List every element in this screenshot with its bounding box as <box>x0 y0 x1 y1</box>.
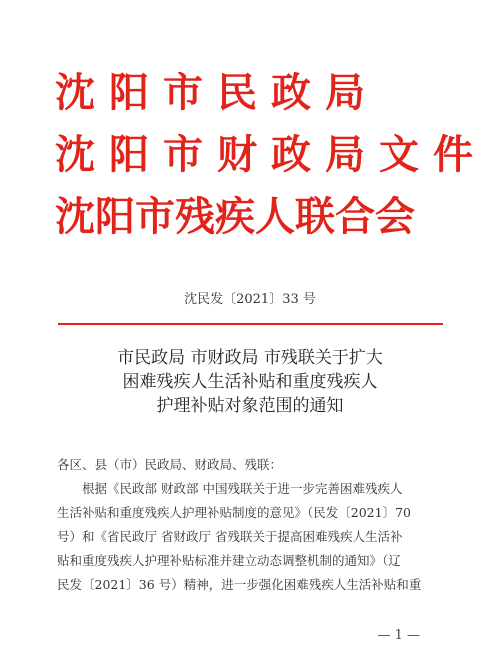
title-line: 市民政局 市财政局 市残联关于扩大 <box>117 348 383 368</box>
body-line: 贴和重度残疾人护理补贴标准并建立动态调整机制的通知》（辽 <box>57 553 401 568</box>
issuer-civil-affairs: 沈阳市民政局 <box>55 69 379 116</box>
body-line: 根据《民政部 财政部 中国残联关于进一步完善困难残疾人 <box>82 481 403 496</box>
document-number: 沈民发〔2021〕33 号 <box>184 292 316 307</box>
salutation: 各区、县（市）民政局、财政局、残联： <box>57 457 283 472</box>
document-body <box>57 453 452 597</box>
body-line: 生活补贴和重度残疾人护理补贴制度的意见》（民发〔2021〕70 <box>57 505 411 520</box>
document-title <box>0 346 500 418</box>
issuer-finance: 沈阳市财政局文件 <box>55 131 487 178</box>
title-line: 困难残疾人生活补贴和重度残疾人 <box>122 372 378 392</box>
body-line: 号）和《省民政厅 省财政厅 省残联关于提高困难残疾人生活补 <box>57 529 403 544</box>
page-number: — 1 — <box>377 628 420 643</box>
issuing-authorities <box>55 62 487 248</box>
body-line: 民发〔2021〕36 号）精神，进一步强化困难残疾人生活补贴和重 <box>57 577 422 592</box>
red-divider-line <box>58 323 443 325</box>
issuer-disabled-federation: 沈阳市残疾人联合会 <box>55 193 415 240</box>
title-line: 护理补贴对象范围的通知 <box>156 396 344 416</box>
